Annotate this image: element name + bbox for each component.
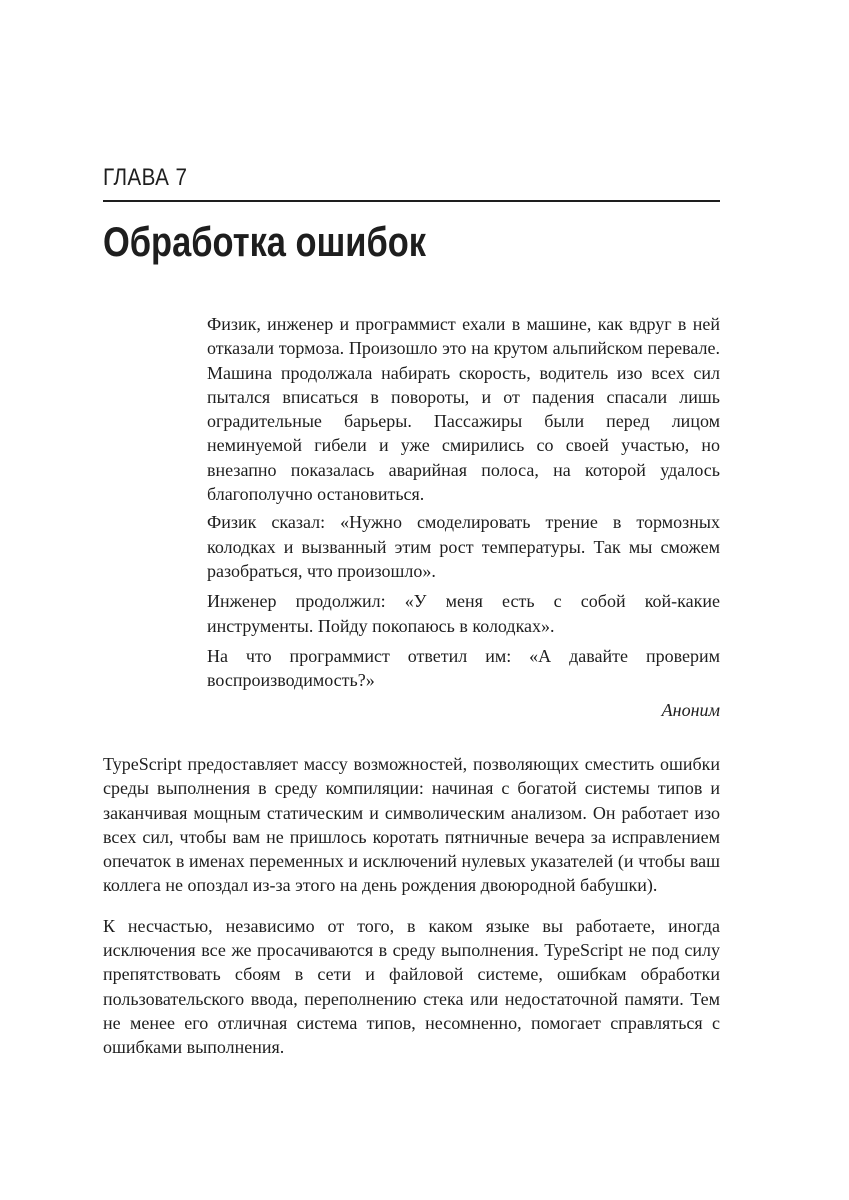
chapter-divider: [103, 200, 720, 202]
epigraph-paragraph: Физик сказал: «Нужно смоделировать трение в тормозных колодках и вызванный этим рост температуры. Так мы сможем разобраться, что произошло».: [207, 512, 720, 581]
epigraph-paragraph: На что программист ответил им: «А давайте проверим воспроизводимость?»: [207, 645, 720, 691]
chapter-label: ГЛАВА 7: [103, 164, 188, 191]
body-paragraph: TypeScript предоставляет массу возможностей, позволяющих сместить ошибки среды выполнения в среду компиляции: начиная с богатой системы типов и заканчивая мощным статическим и символическим анализом. Он работает изо всех сил, чтобы вам не пришлось коротать пятничные вечера за исправлением опечаток в именах переменных и исключений нулевых указателей (и чтобы ваш коллега не опоздал из-за этого на день рождения двоюродной бабушки).: [103, 754, 720, 896]
epigraph-paragraph: Инженер продолжил: «У меня есть с собой кой-какие инструменты. Пойду покопаюсь в колодках».: [207, 591, 720, 636]
epigraph-paragraph: Физик, инженер и программист ехали в машине, как вдруг в ней отказали тормоза. Произошло это на крутом альпийском перевале. Машина продолжала набирать скорость, водитель изо всех сил пытался вписаться в повороты, и от падения спасали лишь оградительные барьеры. Пассажиры были перед лицом неминуемой гибели и уже смирились со своей участью, но внезапно показалась аварийная полоса, на которой удалось благополучно остановиться.: [207, 314, 720, 505]
epigraph: [207, 312, 720, 729]
chapter-title: Обработка ошибок: [103, 218, 427, 265]
body-text: [103, 752, 720, 1076]
epigraph-author: Аноним: [661, 700, 720, 721]
body-paragraph: К несчастью, независимо от того, в каком языке вы работаете, иногда исключения все же просачиваются в среду выполнения. TypeScript не под силу препятствовать сбоям в сети и файловой системе, ошибкам обработки пользовательского ввода, переполнению стека или недостаточной памяти. Тем не менее его отличная система типов, несомненно, помогает справляться с ошибками выполнения.: [103, 915, 720, 1058]
